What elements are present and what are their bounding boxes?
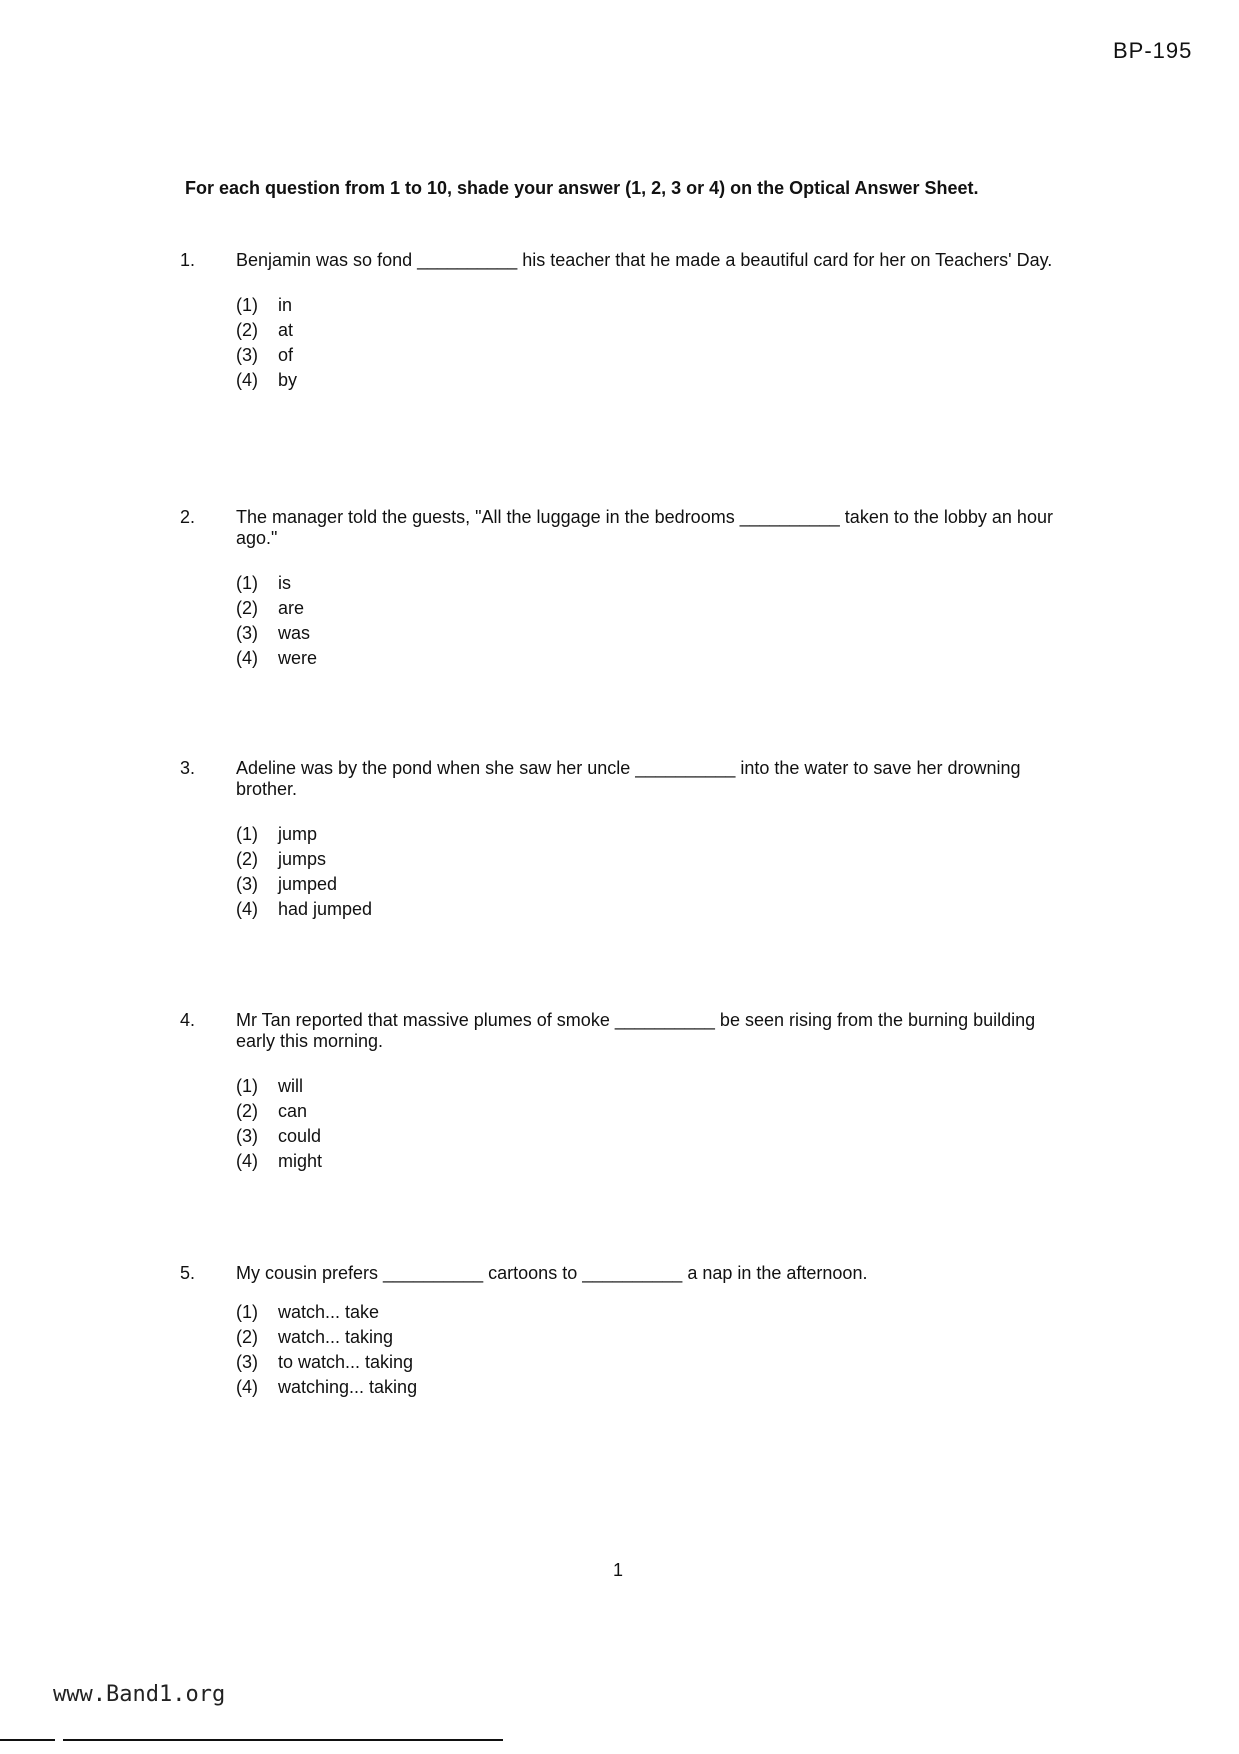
option-text: will: [278, 1076, 303, 1096]
option-text: can: [278, 1101, 308, 1121]
option-number: (3): [236, 345, 258, 365]
question-1: [180, 250, 1075, 393]
option: [236, 1300, 1075, 1325]
option: [236, 343, 1075, 368]
question-number: 5.: [180, 1263, 196, 1283]
footer-rule: [0, 1739, 55, 1741]
option: [236, 1325, 1075, 1350]
option-text: watch... take: [278, 1302, 380, 1322]
question-number: 1.: [180, 250, 196, 270]
option-text: at: [278, 320, 294, 340]
option: [236, 318, 1075, 343]
option: [236, 621, 1075, 646]
option-text: jump: [278, 824, 318, 844]
option: [236, 1375, 1075, 1400]
question-text: Mr Tan reported that massive plumes of smoke __________ be seen rising from the burning building early this morning.: [236, 1010, 1036, 1051]
option-number: (1): [236, 824, 258, 844]
option-text: jumps: [278, 849, 327, 869]
page-number: 1: [613, 1560, 624, 1580]
option-text: are: [278, 598, 305, 618]
option-text: by: [278, 370, 298, 390]
option-number: (2): [236, 849, 258, 869]
option-number: (1): [236, 1302, 258, 1322]
question-text: My cousin prefers __________ cartoons to __________ a nap in the afternoon.: [236, 1263, 868, 1283]
option-text: was: [278, 623, 311, 643]
option: [236, 1124, 1075, 1149]
option-text: watch... taking: [278, 1327, 394, 1347]
option: [236, 571, 1075, 596]
option-number: (4): [236, 1151, 258, 1171]
option: [236, 596, 1075, 621]
option-number: (1): [236, 1076, 258, 1096]
option-number: (2): [236, 1101, 258, 1121]
question-text: Benjamin was so fond __________ his teacher that he made a beautiful card for her on Teachers' Day.: [236, 250, 1053, 270]
option-number: (3): [236, 1126, 258, 1146]
option-number: (1): [236, 573, 258, 593]
option: [236, 822, 1075, 847]
option-number: (4): [236, 648, 258, 668]
option-text: to watch... taking: [278, 1352, 414, 1372]
option-number: (4): [236, 370, 258, 390]
question-text: The manager told the guests, "All the luggage in the bedrooms __________ taken to the lobby an hour ago.": [236, 507, 1053, 548]
option: [236, 368, 1075, 393]
website-watermark: www.Band1.org: [53, 1682, 226, 1707]
question-5: [180, 1263, 1075, 1400]
question-2: [180, 507, 1075, 671]
option-number: (2): [236, 1327, 258, 1347]
option-text: jumped: [278, 874, 338, 894]
option: [236, 646, 1075, 671]
question-text: Adeline was by the pond when she saw her uncle __________ into the water to save her drowning brother.: [236, 758, 1021, 799]
option-number: (2): [236, 598, 258, 618]
option-number: (3): [236, 1352, 258, 1372]
question-number: 2.: [180, 507, 196, 527]
option-number: (2): [236, 320, 258, 340]
option-text: of: [278, 345, 294, 365]
option: [236, 847, 1075, 872]
option-text: is: [278, 573, 291, 593]
footer-rule: [63, 1739, 503, 1741]
option: [236, 872, 1075, 897]
option-text: could: [278, 1126, 322, 1146]
option-number: (3): [236, 623, 258, 643]
options-list: [236, 293, 1075, 393]
option: [236, 1350, 1075, 1375]
question-4: [180, 1010, 1075, 1174]
option: [236, 1074, 1075, 1099]
options-list: [236, 822, 1075, 922]
options-list: [236, 1074, 1075, 1174]
option: [236, 897, 1075, 922]
question-3: [180, 758, 1075, 922]
question-number: 3.: [180, 758, 196, 778]
paper-code: BP-195: [1113, 38, 1193, 63]
instructions: For each question from 1 to 10, shade your answer (1, 2, 3 or 4) on the Optical Answer Sheet.: [185, 178, 979, 198]
option: [236, 293, 1075, 318]
option: [236, 1149, 1075, 1174]
option: [236, 1099, 1075, 1124]
option-number: (3): [236, 874, 258, 894]
option-number: (4): [236, 1377, 258, 1397]
options-list: [236, 571, 1075, 671]
option-number: (4): [236, 899, 258, 919]
option-text: had jumped: [278, 899, 373, 919]
option-text: watching... taking: [278, 1377, 418, 1397]
option-text: in: [278, 295, 293, 315]
options-list: [236, 1300, 1075, 1400]
question-number: 4.: [180, 1010, 196, 1030]
option-text: might: [278, 1151, 323, 1171]
option-number: (1): [236, 295, 258, 315]
option-text: were: [278, 648, 318, 668]
